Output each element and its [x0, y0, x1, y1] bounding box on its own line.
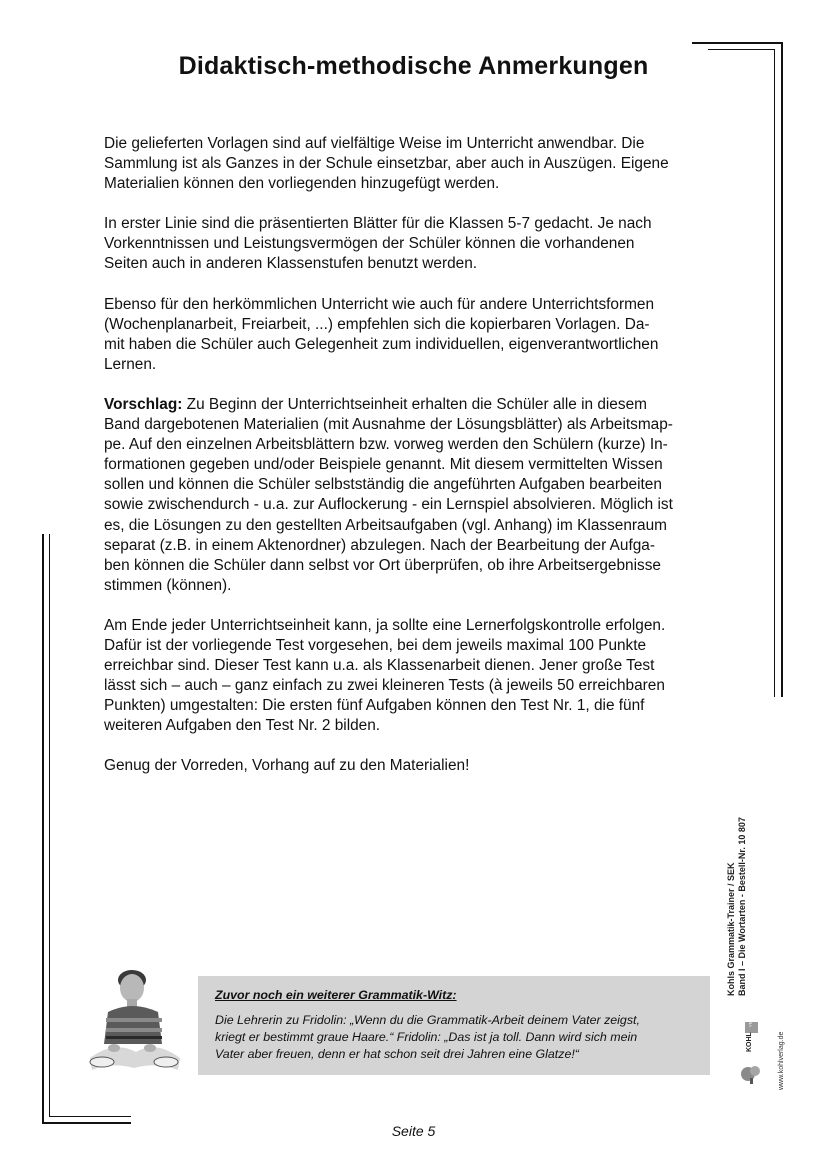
text-line: Materialien können den vorliegenden hinzugefügt werden.: [104, 175, 500, 193]
boy-illustration: [84, 966, 184, 1086]
text-line: Genug der Vorreden, Vorhang auf zu den Materialien!: [104, 757, 470, 775]
text-line: Punkten) umgestalten: Die ersten fünf Aufgaben können den Test Nr. 1, die fünf: [104, 697, 645, 715]
text-line: Am Ende jeder Unterrichtseinheit kann, ja sollte eine Lernerfolgskontrolle erfolgen.: [104, 616, 666, 634]
joke-heading: Zuvor noch ein weiterer Grammatik-Witz:: [215, 988, 457, 1002]
text-line: Band dargebotenen Materialien (mit Ausnahme der Lösungsblätter) als Arbeitsmap-: [104, 416, 673, 434]
text-line: separat (z.B. in einem Aktenordner) abzulegen. Nach der Bearbeitung der Aufga-: [104, 536, 655, 554]
joke-box: [198, 976, 710, 1075]
frame-line: [49, 1116, 131, 1117]
paragraph: [104, 295, 724, 375]
text-line: In erster Linie sind die präsentierten Blätter für die Klassen 5-7 gedacht. Je nach: [104, 215, 652, 233]
text-line: Die gelieferten Vorlagen sind auf vielfältige Weise im Unterricht anwendbar. Die: [104, 135, 645, 152]
page-number: Seite 5: [391, 1123, 436, 1139]
text-line: pe. Auf den einzelnen Arbeitsblättern bzw. vorweg werden den Schülern (kurze) In-: [104, 436, 668, 454]
body-text: [104, 134, 724, 797]
text-line: erreichbar sind. Dieser Test kann u.a. als Klassenarbeit dienen. Jener große Test: [104, 657, 655, 675]
paragraph: [104, 616, 724, 737]
frame-line: [774, 49, 775, 697]
kohl-logo: [739, 1010, 765, 1084]
joke-text: [215, 1012, 700, 1063]
paragraph-vorschlag: [104, 395, 724, 596]
text-line: Dafür ist der vorliegende Test vorgesehen, bei dem jeweils maximal 100 Punkte: [104, 636, 647, 654]
frame-line: [781, 42, 783, 697]
text-line: ben können die Schüler dann selbst vor Ort überprüfen, ob ihre Arbeitsergebnisse: [104, 556, 661, 574]
joke-line: kriegt er bestimmt graue Haare.“ Fridolin: „Das ist ja toll. Dann wird sich mein: [215, 1030, 638, 1044]
text-line: [104, 395, 724, 415]
paragraph: [104, 134, 724, 194]
text-line: stimmen (können).: [104, 576, 232, 594]
text-line: Ebenso für den herkömmlichen Unterricht wie auch für andere Unterrichtsformen: [104, 295, 655, 313]
text-line: formationen gegeben und/oder Beispiele genannt. Mit diesem vermittelten Wissen: [104, 456, 663, 474]
series-volume: Band I – Die Wortarten - Bestell-Nr. 10 807: [737, 817, 747, 996]
frame-line: [692, 42, 783, 44]
frame-line: [42, 534, 44, 1124]
text-line: Sammlung ist als Ganzes in der Schule einsetzbar, aber auch in Auszügen. Eigene: [104, 155, 669, 173]
text-line: sowie zwischendurch - u.a. zur Auflockerung - ein Lernspiel absolvieren. Möglich ist: [104, 496, 673, 514]
frame-line: [708, 49, 775, 50]
paragraph: [104, 214, 724, 274]
text-line: lässt sich – auch – ganz einfach zu zwei kleineren Tests (à jeweils 50 erreichbaren: [104, 677, 665, 695]
text-line: weiteren Aufgaben den Test Nr. 2 bilden.: [104, 717, 381, 735]
text-line: Vorkenntnissen und Leistungsvermögen der Schüler können die vorhandenen: [104, 235, 635, 253]
vorschlag-label: Vorschlag:: [104, 395, 183, 413]
series-info: [726, 776, 748, 996]
joke-line: Vater aber freuen, denn er hat schon seit drei Jahren eine Glatze!“: [215, 1047, 579, 1061]
text-line: (Wochenplanarbeit, Freiarbeit, ...) empfehlen sich die kopierbaren Vorlagen. Da-: [104, 315, 650, 333]
text-line: es, die Lösungen zu den gestellten Arbeitsaufgaben (vgl. Anhang) im Klassenraum: [104, 516, 667, 534]
publisher-name: KOHL: [746, 1032, 753, 1052]
text-line: Lernen.: [104, 355, 157, 373]
publisher-badge: VERLAG: [747, 1010, 753, 1027]
publisher-website: www.kohlverlag.de: [778, 1031, 785, 1090]
page-title: Didaktisch-methodische Anmerkungen: [178, 52, 649, 80]
text-line: sollen und können die Schüler selbstständig die angeführten Aufgaben bearbeiten: [104, 476, 662, 494]
text-fragment: Zu Beginn der Unterrichtseinheit erhalten die Schüler alle in diesem: [182, 395, 647, 413]
joke-line: Die Lehrerin zu Fridolin: „Wenn du die Grammatik-Arbeit deinem Vater zeigst,: [215, 1013, 640, 1027]
text-line: mit haben die Schüler auch Gelegenheit zum individuellen, eigenverantwortlichen: [104, 335, 659, 353]
series-title: Kohls Grammatik-Trainer / SEK: [726, 862, 736, 996]
text-line: Seiten auch in anderen Klassenstufen benutzt werden.: [104, 255, 478, 273]
frame-line: [49, 534, 50, 1117]
paragraph: [104, 756, 724, 776]
